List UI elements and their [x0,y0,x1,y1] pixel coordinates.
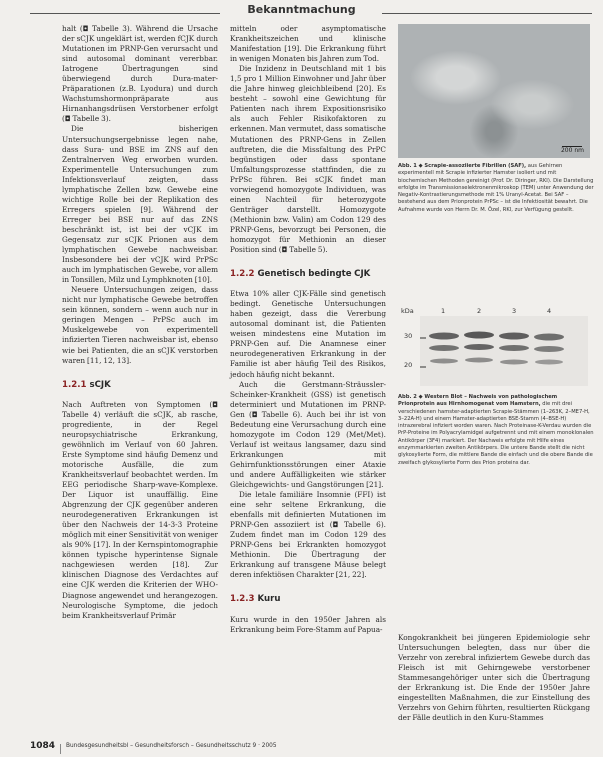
col3-paragraph-1: Kongokrankheit bei jüngeren Epidemiologie sehr Untersuchungen belegten, dass nur über die Verzehr von zerebral infiziertem Gewebe durch das Fleisch ist mit Gehirngewebe verstorbener Stammesangehöriger unter sich die Übertragung der Erkrankung ist. Die Ende der 1950er Jahre eingestellten Maßnahmen, die zur Einstellung des Verzehrs von Gehirn führten, resultierten Rückgang der Fälle deutlich in den Kuru-Stammes [398,633,590,723]
section-title: Kuru [257,594,281,605]
figure-2-western-blot [420,316,588,386]
footer-divider [60,744,61,754]
figure-1-caption-body: aus Gehirnen experimentell mit Scrapie infizierter Hamster isoliert und mit biochemischen Methoden gereinigt (Prof. Dr. Diringer, RKI). Die Darstellung erfolgte im Transmissionselektronenmikroskop (TEM) unter Anwendung der Negativ-Kontrastierungsmethode mit 1% Uranyl-Acetat. Bei SAF – bestehend aus dem Prionprotein PrPSc – ist die Infektiosität bewahrt. Die Aufnahme wurde von Herrn Dr. M. Özel, RKI, zur Verfügung gestellt. [398,163,594,213]
marker-label-20: 20 [404,361,413,369]
col1-paragraph-3: Neuere Untersuchungen zeigen, dass nicht nur lymphatische Gewebe betroffen sein können, sondern – wenn auch nur in geringen Mengen – PrPSc auch im Muskelgewebe von experimentell infizierten Tieren nachweisbar ist, ebenso wie bei Patienten, die an sCJK verstorben waren [11, 12, 13]. [62,285,218,365]
section-title: Genetisch bedingte CJK [257,269,371,280]
col2-paragraph-2: Die Inzidenz in Deutschland mit 1 bis 1,5 pro 1 Million Einwohner und Jahr über die Jahre hinweg gleichbleibend [20]. Es besteht – sowohl eine Gewichtung für Patienten nach ihrem Expositionsrisiko als auch Fehler Risikofaktoren zu erkennen. Man vermutet, dass somatische Mutationen des PRNP-Gens in Zellen auftreten, die die Missfaltung des PrPC begünstigen oder dass spontane Umfaltungsprozesse stattfinden, die zu PrPSc führen. Bei sCJK findet man vorwiegend homozygote Individuen, was einen Nachteil für heterozygote Genträger darstellt. Homozygote (Methionin bzw. Valin) am Codon 129 des PRNP-Gens, bevorzugt bei Personen, die homozygot für Methionin an dieser Position sind (◘ Tabelle 5). [230,64,386,255]
column-right-lower [398,633,590,723]
col1-paragraph-1: halt (◘ Tabelle 3). Während die Ursache der sCJK ungeklärt ist, werden fCJK durch Mutationen im PRNP-Gen verursacht und sind autosomal dominant vererbbar. Iatrogene Übertragungen sind überwiegend durch Dura-mater-Präparationen (z.B. Lyodura) und durch Wachstumshormonpräparate aus Hirnanhangsdrüsen Verstorbener erfolgt (◘ Tabelle 3). [62,24,218,124]
figure-1-caption-lead: Abb. 1 ◆ Scrapie-assoziierte Fibrillen (SAF), [398,163,527,169]
blot-lane-4 [534,334,564,365]
col2-paragraph-6: Kuru wurde in den 1950er Jahren als Erkrankung beim Fore-Stamm auf Papua- [230,614,386,634]
figure-2-caption-body: die mit drei verschiedenen hamster-adaptierten Scrapie-Stämmen (1–263K, 2–ME7-H, 3–22A-H) und einem Hamster-adaptierten BSE-Stamm (4–BSE-H) intrazerebral infiziert worden waren. Nach Proteinase-K-Verdau wurden die PrP-Proteine im Polyacrylamidgel aufgetrennt und mit einem monoklonalen Antikörper (3F4) markiert. Der Nachweis erfolgte mit Hilfe eines enzymmarkierten zweiten Antikörpers. Die untere Bande stellt die nicht glykosylierte Form, die mittlere Bande die einfach und die obere Bande die zweifach glykosylierte Form des Prion proteins dar. [398,401,594,466]
col1-paragraph-2: Die bisherigen Untersuchungsergebnisse legen nahe, dass Sura- und BSE im ZNS auf den Zentralnerven Weg erworben wurden. Experimentelle Untersuchungen zum Infektionsverlauf zeigten, dass lymphatische Zellen bzw. Gewebe eine wichtige Rolle bei der Replikation des Erregers spielen [9]. Während der Erreger bei BSE nur auf das ZNS beschränkt ist, ist bei der vCJK im Gegensatz zur sCJK Prionen aus dem lymphatischen Gewebe nachweisbar. Insbesondere bei der vCJK wird PrPSc auch im lymphatischen Gewebe, vor allem in Tonsillen, Milz und Lymphknoten [10]. [62,124,218,285]
figure-2-caption [398,394,594,467]
journal-citation: Bundesgesundheitsbl – Gesundheitsforsch – Gesundheitsschutz 9 · 2005 [66,743,277,749]
page-number: 1084 [30,741,56,751]
blot-lane-1 [429,333,459,364]
section-number: 1.2.1 [62,379,87,390]
figure-1-electron-micrograph [398,24,590,158]
col1-paragraph-4: Nach Auftreten von Symptomen (◘ Tabelle 4) verläuft die sCJK, ab rasche, progrediente, in der Regel neuropsychiatrische Erkrankung, gewöhnlich im Verlauf von 60 Jahren. Erste Symptome sind häufig Demenz und motorische Ausfälle, die zum Krankheitsverlauf beobachtet werden. Im EEG periodische Sharp-wave-Komplexe. Der Liquor ist unauffällig. Eine Abgrenzung der CJK gegenüber anderen neurodegenerativen Erkrankungen ist über den Nachweis der 14-3-3 Proteine möglich mit einer Sensitivität von weniger als 90% [17]. In der Kernspintomographie können typische hyperintense Signale nachgewiesen werden [18]. Zur klinischen Diagnose des Verdachtes auf eine CJK werden die Kriterien der WHO-Diagnose angewendet und herangezogen. Neurologische Symptome, die jedoch beim Krankheitsverlauf Primär [62,399,218,620]
section-heading-genetic-cjk [230,269,386,279]
lane-label-3: 3 [512,307,517,315]
column-left [62,24,218,621]
scale-label: 200 nm [560,147,584,154]
blot-lane-2 [464,332,494,363]
col2-paragraph-3: Etwa 10% aller CJK-Fälle sind genetisch bedingt. Genetische Untersuchungen haben gezeigt, dass die Vererbung autosomal dominant ist, die Patienten weisen mindestens eine Mutation im PRNP-Gen auf. Die Anamnese einer neurodegenerativen Erkrankung in der Familie ist aber häufig Teil des Risikos, jedoch häufig nicht bekannt. [230,289,386,379]
lane-label-4: 4 [547,307,552,315]
col2-paragraph-4: Auch die Gerstmann-Sträussler-Scheinker-Krankheit (GSS) ist genetisch determiniert und Mutationen im PRNP-Gen (◘ Tabelle 6). Auch bei ihr ist von Bedeutung eine Verursachung durch eine homozygote im Codon 129 (Met/Met). Verlauf ist weitaus langsamer, dazu sind Erkrankungen mit Gehirnfunktionsstörungen einer Ataxie und andere Auffälligkeiten wie stärker Gleichgewichts- und Gangstörungen [21]. [230,379,386,490]
blot-lane-3 [499,333,529,365]
marker-label-30: 30 [404,332,413,340]
figure-2-caption-lead: Abb. 2 ◆ Western Blot – Nachweis von pathologischem Prionprotein aus Hirnhomogenat vom Hamstern, [398,394,558,408]
section-heading-kuru [230,594,386,604]
header-rule-right [382,13,592,14]
col2-paragraph-5: Die letale familiäre Insomnie (FFI) ist eine sehr seltene Erkrankung, die ebenfalls mit definierten Mutationen im PRNP-Gen assoziiert ist (◘ Tabelle 6). Zudem findet man im Codon 129 des PRNP-Gens bei Erkrankten homozygot Methionin. Die Übertragung der Erkrankung auf transgene Mäuse belegt deren infektiösen Charakter [21, 22]. [230,490,386,580]
section-number: 1.2.3 [230,594,255,605]
lane-label-2: 2 [477,307,482,315]
section-title: sCJK [89,379,111,390]
lane-label-1: 1 [441,307,446,315]
section-number: 1.2.2 [230,269,255,280]
header-title: Bekanntmachung [247,3,356,16]
col2-paragraph-1: mitteln oder asymptomatische Krankheitszeichen und klinische Manifestation [19]. Die Erkrankung führt in wenigen Monaten bis Jahren zum Tod. [230,24,386,64]
figure-1-caption [398,163,594,214]
column-middle [230,24,386,635]
section-heading-scjk [62,380,218,390]
kda-label: kDa [401,307,414,315]
